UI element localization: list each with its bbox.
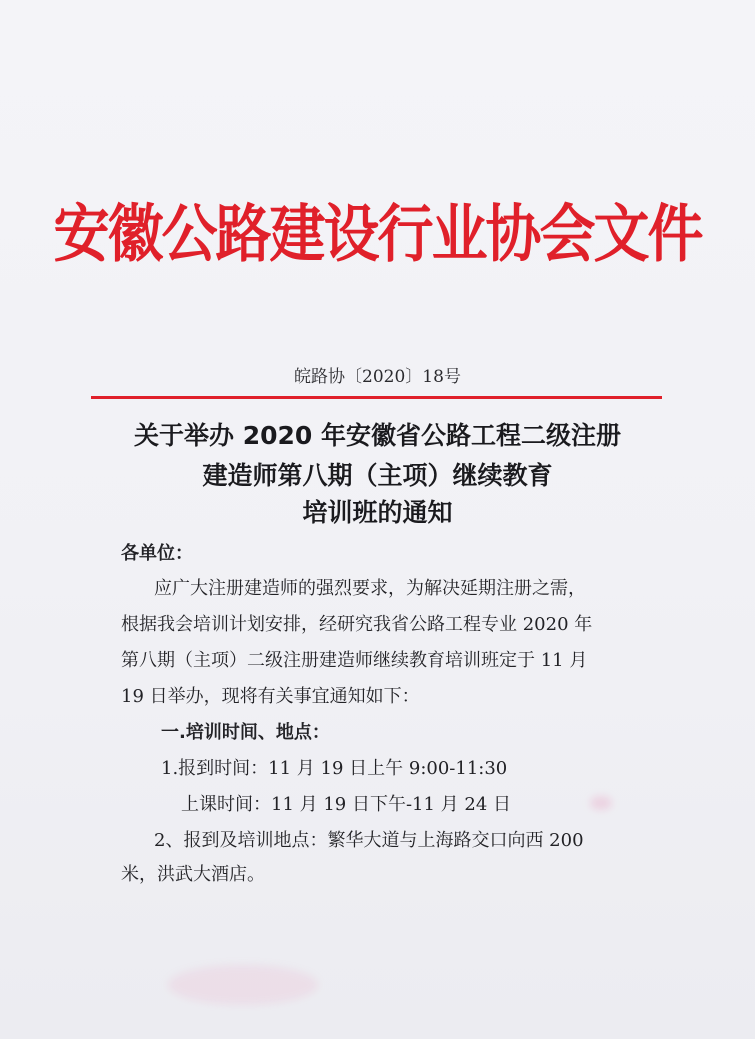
paragraph-line: 应广大注册建造师的强烈要求，为解决延期注册之需， — [154, 578, 586, 599]
list-item-location-continued: 米，洪武大酒店。 — [121, 864, 265, 885]
notice-title-line-2: 建造师第八期（主项）继续教育 — [202, 461, 553, 490]
list-item-check-in-time: 1.报到时间：11 月 19 日上午 9:00-11:30 — [161, 758, 508, 779]
paragraph-line: 第八期（主项）二级注册建造师继续教育培训班定于 11 月 — [121, 650, 588, 671]
list-item-location: 2、报到及培训地点：繁华大道与上海路交口向西 200 — [154, 830, 584, 851]
paragraph-line: 根据我会培训计划安排，经研究我省公路工程专业 2020 年 — [121, 614, 593, 635]
list-item-class-time: 上课时间：11 月 19 日下午-11 月 24 日 — [181, 794, 512, 815]
paragraph-line: 19 日举办，现将有关事宜通知如下： — [121, 686, 420, 707]
salutation: 各单位： — [121, 543, 193, 564]
red-divider-line — [91, 396, 662, 399]
masthead-title: 安徽公路建设行业协会文件 — [53, 198, 702, 272]
ink-smudge — [590, 796, 612, 810]
notice-title-line-1: 关于举办 2020 年安徽省公路工程二级注册 — [134, 421, 621, 450]
document-number: 皖路协〔2020〕18号 — [294, 367, 461, 387]
ink-smudge — [168, 965, 318, 1005]
notice-title-line-3: 培训班的通知 — [302, 498, 453, 527]
section-heading-training-time-place: 一.培训时间、地点： — [161, 722, 330, 743]
